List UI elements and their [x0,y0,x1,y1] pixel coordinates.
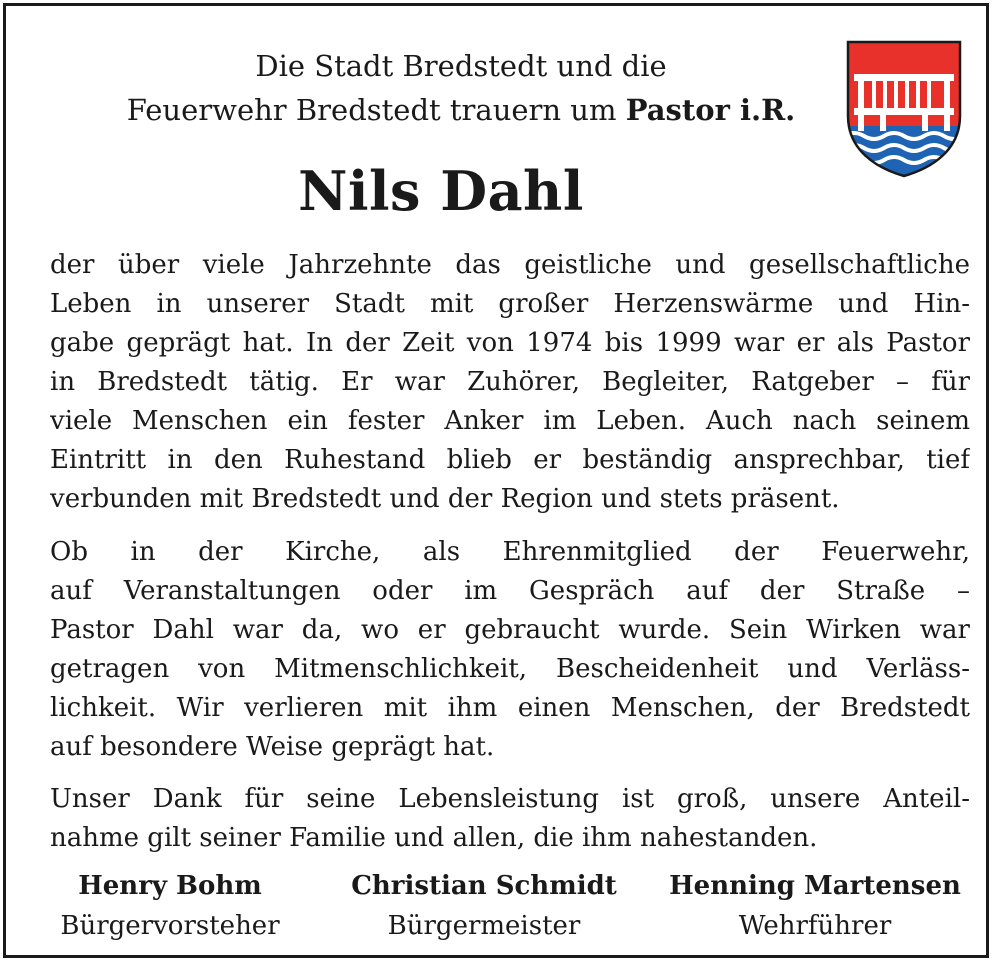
signatory-role: Wehrführer [738,911,892,941]
text-line: Unser Dank für seine Lebensleistung ist groß, unsere Anteil- [50,784,970,814]
text-line: getragen von Mitmenschlichkeit, Bescheidenheit und Verläss- [50,654,970,684]
signatory-role: Bürgermeister [387,911,581,941]
signatory-name: Henning Martensen [669,871,961,901]
header-title-bold: Pastor i.R. [625,93,796,127]
signature-1 [50,866,290,946]
text-line: Ob in der Kirche, als Ehrenmitglied der Feuerwehr, [50,537,970,567]
text-line: gabe geprägt hat. In der Zeit von 1974 bis 1999 war er als Pastor [50,328,970,358]
text-line: Leben in unserer Stadt mit großer Herzenswärme und Hin- [50,289,970,319]
header-text-2: Feuerwehr Bredstedt trauern um [126,93,626,127]
paragraph-1 [50,246,970,519]
obituary-frame [3,3,989,958]
signature-2 [344,866,624,946]
header-line-1 [6,46,916,86]
text-line: verbunden mit Bredstedt und der Region und stets präsent. [50,484,840,514]
signature-3 [666,866,964,946]
text-line: auf Veranstaltungen oder im Gespräch auf der Straße – [50,576,970,606]
text-line: Eintritt in den Ruhestand blieb er beständig ansprechbar, tief [50,445,970,475]
header-line-2 [6,90,916,130]
text-line: der über viele Jahrzehnte das geistliche und gesellschaftliche [50,250,970,280]
text-line: viele Menschen ein fester Anker im Leben. Auch nach seinem [50,406,970,436]
text-line: lichkeit. Wir verlieren mit ihm einen Menschen, der Bredstedt [50,693,970,723]
deceased-name: Nils Dahl [298,159,584,223]
paragraph-2 [50,533,970,767]
text-line: in Bredstedt tätig. Er war Zuhörer, Begleiter, Ratgeber – für [50,367,970,397]
paragraph-3 [50,780,970,858]
text-line: Pastor Dahl war da, wo er gebraucht wurde. Sein Wirken war [50,615,970,645]
text-line: nahme gilt seiner Familie und allen, die ihm nahestanden. [50,823,818,853]
signatory-name: Christian Schmidt [351,871,617,901]
text-line: auf besondere Weise geprägt hat. [50,732,495,762]
signatory-name: Henry Bohm [78,871,262,901]
town-coat-of-arms-icon [844,38,964,178]
header-text-1: Die Stadt Bredstedt und die [255,49,667,83]
signatory-role: Bürgervorsteher [60,911,280,941]
